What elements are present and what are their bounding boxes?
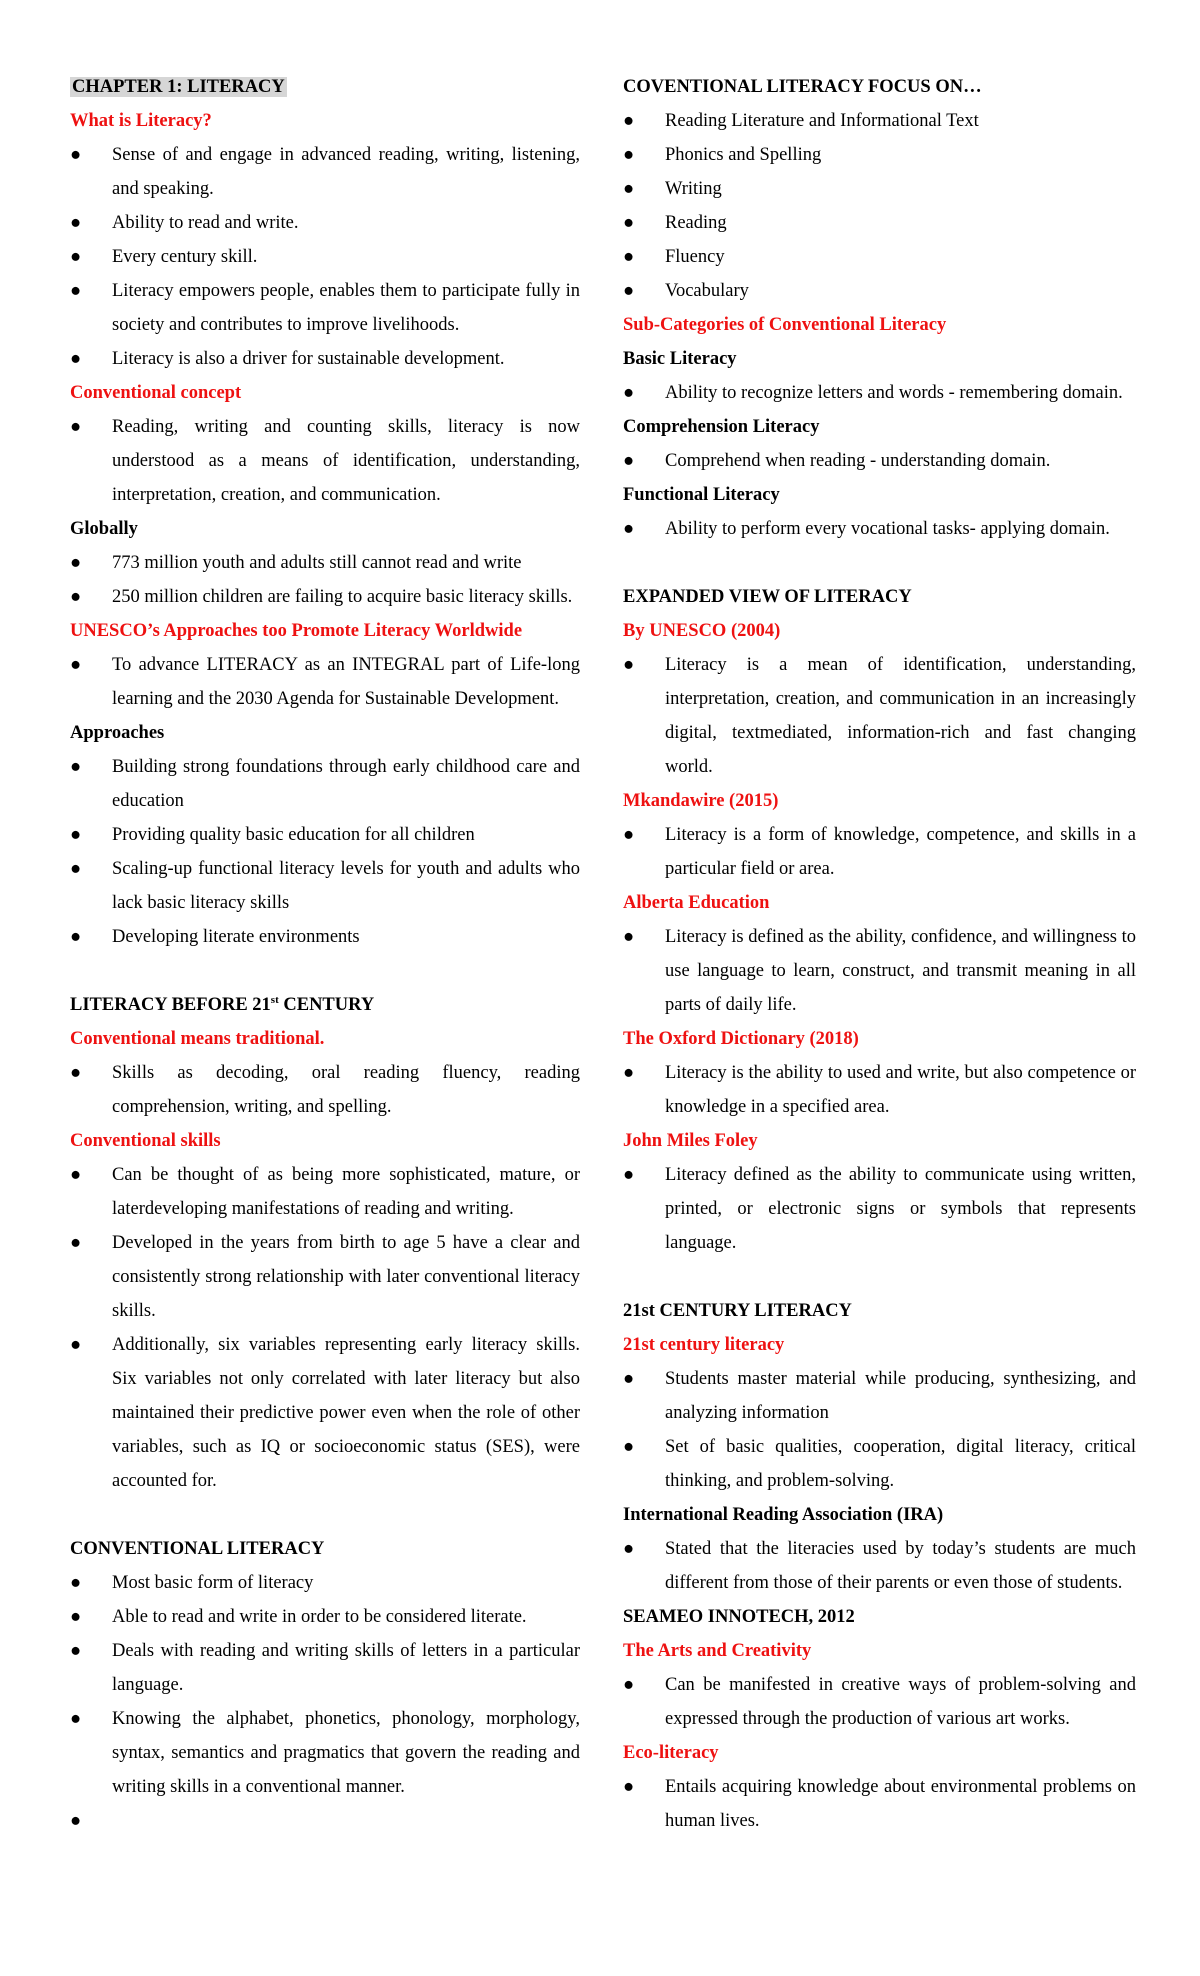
list-item xyxy=(70,1600,580,1634)
bullet-icon: ● xyxy=(623,927,635,947)
list-item-text: Scaling-up functional literacy levels for youth and adults who lack basic literacy skills xyxy=(112,859,580,913)
bullet-list-unesco-2004 xyxy=(623,648,1136,784)
section-heading-functional-literacy: Functional Literacy xyxy=(623,485,780,505)
list-item-text: Fluency xyxy=(665,247,725,267)
list-item-text: Literacy is the ability to used and write, but also competence or knowledge in a specified area. xyxy=(665,1063,1136,1117)
bullet-list-21st-century xyxy=(623,1362,1136,1498)
bullet-list-globally xyxy=(70,546,580,614)
bullet-icon: ● xyxy=(623,1369,635,1389)
bullet-icon: ● xyxy=(70,825,82,845)
section-heading-conventional-concept: Conventional concept xyxy=(70,383,242,403)
section-heading-eco-literacy: Eco-literacy xyxy=(623,1743,719,1763)
bullet-icon: ● xyxy=(623,1675,635,1695)
right-column xyxy=(623,70,1136,1838)
list-item-text: Skills as decoding, oral reading fluency, reading comprehension, writing, and spelling. xyxy=(112,1063,580,1117)
section-heading-comprehension-literacy: Comprehension Literacy xyxy=(623,417,820,437)
list-item xyxy=(623,648,1136,784)
bullet-icon: ● xyxy=(70,281,82,301)
list-item-text: To advance LITERACY as an INTEGRAL part of Life-long learning and the 2030 Agenda for Sustainable Development. xyxy=(112,655,580,709)
list-item-text: Ability to read and write. xyxy=(112,213,299,233)
list-item xyxy=(70,274,580,342)
bullet-icon: ● xyxy=(623,1063,635,1083)
list-item-text: Every century skill. xyxy=(112,247,258,267)
bullet-icon: ● xyxy=(70,349,82,369)
list-item xyxy=(70,818,580,852)
list-item-text xyxy=(112,1804,580,1838)
bullet-icon: ● xyxy=(623,145,635,165)
list-item-text: Students master material while producing, synthesizing, and analyzing information xyxy=(665,1369,1136,1423)
section-heading-approaches: Approaches xyxy=(70,723,165,743)
bullet-icon: ● xyxy=(70,553,82,573)
list-item-text: Phonics and Spelling xyxy=(665,145,822,165)
list-item-text: Literacy empowers people, enables them to participate fully in society and contributes to improve livelihoods. xyxy=(112,281,580,335)
bullet-icon: ● xyxy=(70,1607,82,1627)
list-item xyxy=(623,240,1136,274)
section-heading-globally: Globally xyxy=(70,519,138,539)
section-heading-conventional-skills: Conventional skills xyxy=(70,1131,221,1151)
list-item xyxy=(70,240,580,274)
bullet-icon: ● xyxy=(70,1063,82,1083)
list-item-text: Writing xyxy=(665,179,722,199)
list-item xyxy=(70,1056,580,1124)
list-item-text: 773 million youth and adults still cannot read and write xyxy=(112,553,522,573)
bullet-list-arts xyxy=(623,1668,1136,1736)
list-item-text: Vocabulary xyxy=(665,281,749,301)
list-item xyxy=(623,1056,1136,1124)
chapter-title: CHAPTER 1: LITERACY xyxy=(72,77,285,97)
section-heading-conventional-literacy: CONVENTIONAL LITERACY xyxy=(70,1539,325,1559)
list-item-text: Most basic form of literacy xyxy=(112,1573,314,1593)
list-item-text: Reading Literature and Informational Text xyxy=(665,111,979,131)
bullet-icon: ● xyxy=(623,281,635,301)
bullet-icon: ● xyxy=(623,1437,635,1457)
list-item-text: Knowing the alphabet, phonetics, phonology, morphology, syntax, semantics and pragmatics that govern the reading and writing skills in a conventional manner. xyxy=(112,1709,580,1797)
section-heading-21st-century-literacy: 21st CENTURY LITERACY xyxy=(623,1301,852,1321)
bullet-icon: ● xyxy=(70,655,82,675)
list-item-text: Ability to recognize letters and words - remembering domain. xyxy=(665,383,1123,403)
bullet-list-focus xyxy=(623,104,1136,308)
left-column xyxy=(70,70,580,1838)
list-item xyxy=(70,1226,580,1328)
bullet-icon: ● xyxy=(623,451,635,471)
bullet-list-approaches xyxy=(70,750,580,954)
bullet-icon: ● xyxy=(70,927,82,947)
spacer xyxy=(623,546,1136,580)
list-item-text: Providing quality basic education for all children xyxy=(112,825,475,845)
list-item xyxy=(70,1634,580,1702)
list-item xyxy=(623,138,1136,172)
list-item xyxy=(623,920,1136,1022)
bullet-icon: ● xyxy=(70,587,82,607)
bullet-list-oxford xyxy=(623,1056,1136,1124)
bullet-icon: ● xyxy=(70,1165,82,1185)
bullet-icon: ● xyxy=(623,655,635,675)
section-heading-conventional-means: Conventional means traditional. xyxy=(70,1029,325,1049)
list-item-text: Comprehend when reading - understanding domain. xyxy=(665,451,1051,471)
section-heading-unesco-approaches: UNESCO’s Approaches too Promote Literacy Worldwide xyxy=(70,621,523,641)
section-heading-oxford: The Oxford Dictionary (2018) xyxy=(623,1029,859,1049)
list-item-text: Literacy is a mean of identification, understanding, interpretation, creation, and communication in an increasingly digital, textmediated, information-rich and fast changing world. xyxy=(665,655,1136,777)
list-item-text: 250 million children are failing to acquire basic literacy skills. xyxy=(112,587,573,607)
section-heading-sub-categories: Sub-Categories of Conventional Literacy xyxy=(623,315,947,335)
bullet-icon: ● xyxy=(623,213,635,233)
section-heading-seameo: SEAMEO INNOTECH, 2012 xyxy=(623,1607,855,1627)
list-item-text: Developed in the years from birth to age 5 have a clear and consistently strong relationship with later conventional literacy skills. xyxy=(112,1233,580,1321)
list-item-text: Literacy is also a driver for sustainable development. xyxy=(112,349,505,369)
bullet-icon: ● xyxy=(70,1335,82,1355)
bullet-list-eco xyxy=(623,1770,1136,1838)
bullet-icon: ● xyxy=(623,1539,635,1559)
list-item xyxy=(70,138,580,206)
bullet-icon: ● xyxy=(70,213,82,233)
bullet-list-mkandawire xyxy=(623,818,1136,886)
bullet-icon: ● xyxy=(70,1233,82,1253)
bullet-icon: ● xyxy=(70,417,82,437)
list-item-text: Literacy is defined as the ability, confidence, and willingness to use language to learn, construct, and transmit meaning in all parts of daily life. xyxy=(665,927,1136,1015)
section-heading-alberta: Alberta Education xyxy=(623,893,770,913)
list-item xyxy=(70,1328,580,1498)
bullet-icon: ● xyxy=(623,111,635,131)
list-item xyxy=(623,172,1136,206)
section-heading-mkandawire: Mkandawire (2015) xyxy=(623,791,779,811)
list-item xyxy=(70,1566,580,1600)
list-item-text: Reading xyxy=(665,213,727,233)
section-heading-ira: International Reading Association (IRA) xyxy=(623,1505,944,1525)
bullet-list-foley xyxy=(623,1158,1136,1260)
bullet-icon: ● xyxy=(70,247,82,267)
list-item xyxy=(623,1668,1136,1736)
bullet-icon: ● xyxy=(70,1811,82,1831)
list-item xyxy=(70,750,580,818)
list-item-text: Able to read and write in order to be considered literate. xyxy=(112,1607,527,1627)
bullet-icon: ● xyxy=(623,383,635,403)
list-item-text: Set of basic qualities, cooperation, digital literacy, critical thinking, and problem-solving. xyxy=(665,1437,1136,1491)
bullet-icon: ● xyxy=(623,1165,635,1185)
bullet-list-conventional-skills xyxy=(70,1158,580,1498)
list-item-text: Building strong foundations through early childhood care and education xyxy=(112,757,580,811)
section-heading-focus-on: COVENTIONAL LITERACY FOCUS ON… xyxy=(623,77,982,97)
section-heading-foley: John Miles Foley xyxy=(623,1131,758,1151)
bullet-icon: ● xyxy=(623,247,635,267)
bullet-icon: ● xyxy=(623,519,635,539)
list-item-text: Entails acquiring knowledge about environmental problems on human lives. xyxy=(665,1777,1136,1831)
list-item xyxy=(70,342,580,376)
list-item-text: Ability to perform every vocational tasks- applying domain. xyxy=(665,519,1110,539)
list-item-text: Additionally, six variables representing early literacy skills. Six variables not only correlated with later literacy but also maintained their predictive power even when the role of other variables, such as IQ or socioeconomic status (SES), were accounted for. xyxy=(112,1335,580,1491)
list-item xyxy=(70,648,580,716)
bullet-list-conventional-literacy xyxy=(70,1566,580,1838)
bullet-icon: ● xyxy=(623,825,635,845)
list-item-text: Stated that the literacies used by today’s students are much different from those of their parents or even those of students. xyxy=(665,1539,1136,1593)
list-item xyxy=(70,580,580,614)
section-heading-expanded-view: EXPANDED VIEW OF LITERACY xyxy=(623,587,912,607)
list-item-text: Reading, writing and counting skills, literacy is now understood as a means of identification, understanding, interpretation, creation, and communication. xyxy=(112,417,580,505)
list-item xyxy=(623,512,1136,546)
spacer xyxy=(623,1260,1136,1294)
list-item-text: Literacy is a form of knowledge, competence, and skills in a particular field or area. xyxy=(665,825,1136,879)
bullet-icon: ● xyxy=(70,1709,82,1729)
list-item-text: Developing literate environments xyxy=(112,927,360,947)
list-item-text: Deals with reading and writing skills of letters in a particular language. xyxy=(112,1641,580,1695)
list-item xyxy=(623,104,1136,138)
bullet-icon: ● xyxy=(623,179,635,199)
list-item xyxy=(623,1430,1136,1498)
list-item xyxy=(623,444,1136,478)
bullet-list-what-is-literacy xyxy=(70,138,580,376)
bullet-list-comprehension xyxy=(623,444,1136,478)
bullet-list-unesco xyxy=(70,648,580,716)
list-item xyxy=(70,410,580,512)
bullet-list-ira xyxy=(623,1532,1136,1600)
bullet-icon: ● xyxy=(70,757,82,777)
bullet-list-functional xyxy=(623,512,1136,546)
list-item-text: Literacy defined as the ability to communicate using written, printed, or electronic signs or symbols that represents language. xyxy=(665,1165,1136,1253)
list-item xyxy=(70,546,580,580)
list-item xyxy=(623,1770,1136,1838)
list-item xyxy=(70,920,580,954)
spacer xyxy=(70,954,580,988)
list-item xyxy=(623,818,1136,886)
list-item xyxy=(70,1158,580,1226)
section-heading-basic-literacy: Basic Literacy xyxy=(623,349,737,369)
list-item xyxy=(70,206,580,240)
section-heading-literacy-before-21st-century: LITERACY BEFORE 21st CENTURY xyxy=(70,993,375,1015)
list-item xyxy=(623,206,1136,240)
bullet-icon: ● xyxy=(70,145,82,165)
section-heading-21st-century-sub: 21st century literacy xyxy=(623,1335,785,1355)
list-item xyxy=(623,1362,1136,1430)
bullet-list-alberta xyxy=(623,920,1136,1022)
bullet-list-conventional-concept xyxy=(70,410,580,512)
section-heading-what-is-literacy: What is Literacy? xyxy=(70,111,212,131)
list-item xyxy=(70,1702,580,1804)
spacer xyxy=(70,1498,580,1532)
section-heading-arts-creativity: The Arts and Creativity xyxy=(623,1641,812,1661)
list-item-text: Can be thought of as being more sophisticated, mature, or laterdeveloping manifestations of reading and writing. xyxy=(112,1165,580,1219)
bullet-icon: ● xyxy=(70,1641,82,1661)
bullet-icon: ● xyxy=(70,859,82,879)
list-item xyxy=(70,852,580,920)
list-item xyxy=(623,1532,1136,1600)
bullet-list-basic xyxy=(623,376,1136,410)
list-item-text: Can be manifested in creative ways of problem-solving and expressed through the production of various art works. xyxy=(665,1675,1136,1729)
list-item-text: Sense of and engage in advanced reading, writing, listening, and speaking. xyxy=(112,145,580,199)
list-item xyxy=(623,1158,1136,1260)
list-item xyxy=(623,376,1136,410)
list-item xyxy=(623,274,1136,308)
bullet-icon: ● xyxy=(70,1573,82,1593)
list-item xyxy=(70,1804,580,1838)
bullet-icon: ● xyxy=(623,1777,635,1797)
bullet-list-conventional-means xyxy=(70,1056,580,1124)
section-heading-unesco-2004: By UNESCO (2004) xyxy=(623,621,781,641)
